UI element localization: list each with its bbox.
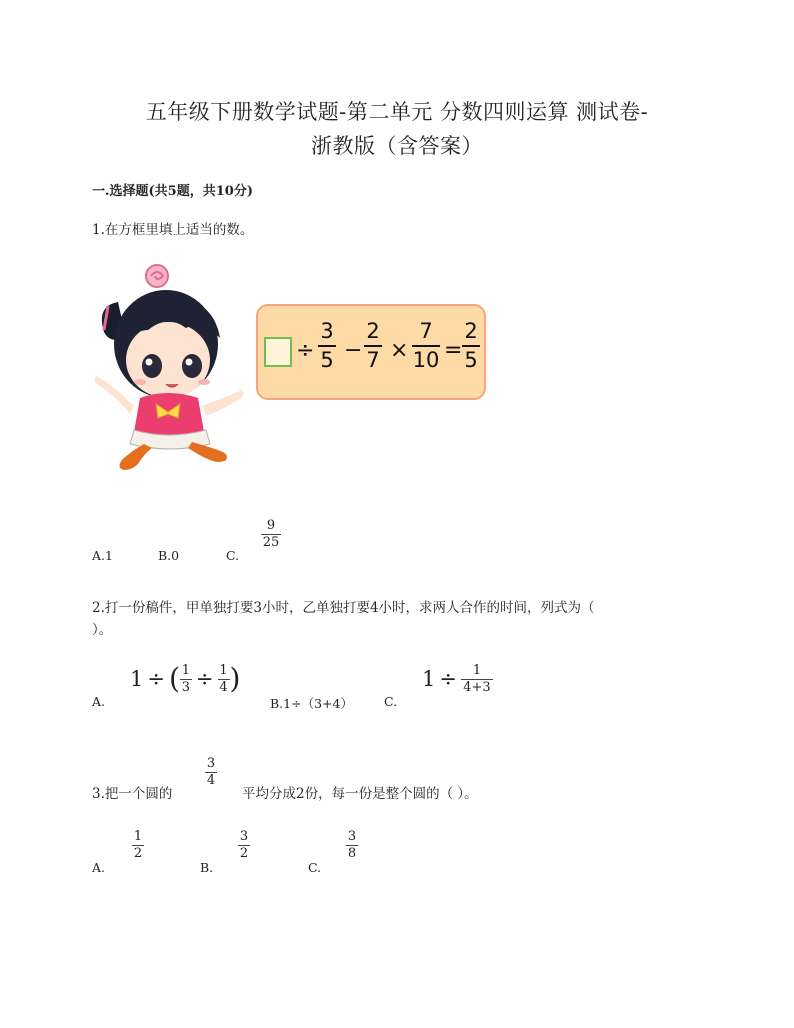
girl-cartoon-illustration (94, 262, 244, 474)
fraction-denominator: 4 (206, 772, 216, 788)
minus-sign: − (344, 338, 363, 363)
q2-option-c[interactable]: C. (384, 694, 398, 709)
divide-sign: ÷ (147, 667, 165, 692)
equation-fraction-3 (412, 320, 440, 372)
equation-box (256, 304, 486, 400)
fraction-numerator: 1 (133, 829, 143, 844)
question-2-text-line1: 2.打一份稿件，甲单独打要3小时，乙单独打要4小时，求两人合作的时间，列式为（ (92, 600, 595, 616)
times-sign: × (390, 338, 409, 363)
q3-option-a-fraction (132, 830, 144, 860)
fraction-numerator: 1 (181, 663, 191, 678)
q3-option-b-fraction (238, 830, 250, 860)
fraction-denominator: 4+3 (463, 679, 491, 695)
fraction-one-fourth (218, 664, 230, 694)
fraction-denominator: 5 (464, 348, 478, 373)
fraction-numerator: 3 (239, 829, 249, 844)
question-3-text-before: 3.把一个圆的 (92, 786, 173, 802)
equation-fraction-2 (364, 320, 382, 372)
q3-option-c[interactable]: C. (308, 860, 322, 875)
fraction-denominator: 2 (133, 845, 143, 861)
q1-option-a[interactable]: A.1 (92, 548, 113, 563)
fraction-numerator: 2 (366, 319, 380, 343)
fraction-one-over-sum (461, 664, 493, 694)
equation-fraction-4 (462, 320, 480, 372)
fraction-denominator: 3 (181, 679, 191, 695)
q2-option-b[interactable]: B.1÷（3+4） (270, 696, 353, 711)
fraction-denominator: 2 (239, 845, 249, 861)
q1-option-b[interactable]: B.0 (158, 548, 180, 563)
right-paren: ) (229, 662, 241, 696)
fraction-numerator: 7 (419, 319, 433, 343)
math-one: 1 (130, 667, 144, 692)
q1-option-c-fraction (261, 519, 281, 549)
q2-option-a-expression (130, 664, 240, 694)
document-title-line1: 五年级下册数学试题-第二单元 分数四则运算 测试卷- (145, 100, 649, 124)
q2-option-a[interactable]: A. (92, 694, 106, 709)
math-one: 1 (422, 667, 436, 692)
q3-option-c-fraction (346, 830, 358, 860)
left-paren: ( (168, 662, 180, 696)
q3-option-a[interactable]: A. (92, 860, 106, 875)
divide-sign: ÷ (439, 667, 457, 692)
question-2-text-line2: ）。 (92, 622, 113, 638)
fraction-numerator: 2 (464, 319, 478, 343)
section-heading: 一.选择题(共5题，共10分) (92, 184, 253, 199)
fraction-numerator: 3 (320, 319, 334, 343)
document-title-line2: 浙教版（含答案） (311, 134, 483, 158)
divide-sign: ÷ (195, 667, 214, 692)
equation-fraction-1 (318, 320, 336, 372)
fraction-one-third (180, 664, 192, 694)
fraction-denominator: 5 (320, 348, 334, 373)
q2-option-c-expression (422, 664, 493, 694)
divide-sign: ÷ (296, 338, 315, 363)
fraction-denominator: 25 (262, 534, 280, 550)
question-1-text: 1.在方框里填上适当的数。 (92, 222, 254, 238)
fraction-numerator: 9 (266, 518, 276, 533)
fraction-denominator: 4 (219, 679, 228, 695)
q3-option-b[interactable]: B. (200, 860, 214, 875)
fraction-denominator: 10 (412, 348, 440, 373)
answer-blank-square[interactable] (264, 337, 292, 367)
question-3-fraction (205, 757, 217, 787)
fraction-numerator: 3 (206, 756, 216, 771)
equals-sign: = (444, 338, 463, 363)
q1-option-c[interactable]: C. (226, 548, 240, 563)
fraction-numerator: 1 (472, 663, 482, 678)
fraction-denominator: 8 (347, 845, 357, 861)
fraction-numerator: 1 (219, 663, 228, 678)
fraction-numerator: 3 (347, 829, 357, 844)
question-3-text-after: 平均分成2份，每一份是整个圆的（ ）。 (242, 786, 478, 802)
fraction-denominator: 7 (366, 348, 380, 373)
